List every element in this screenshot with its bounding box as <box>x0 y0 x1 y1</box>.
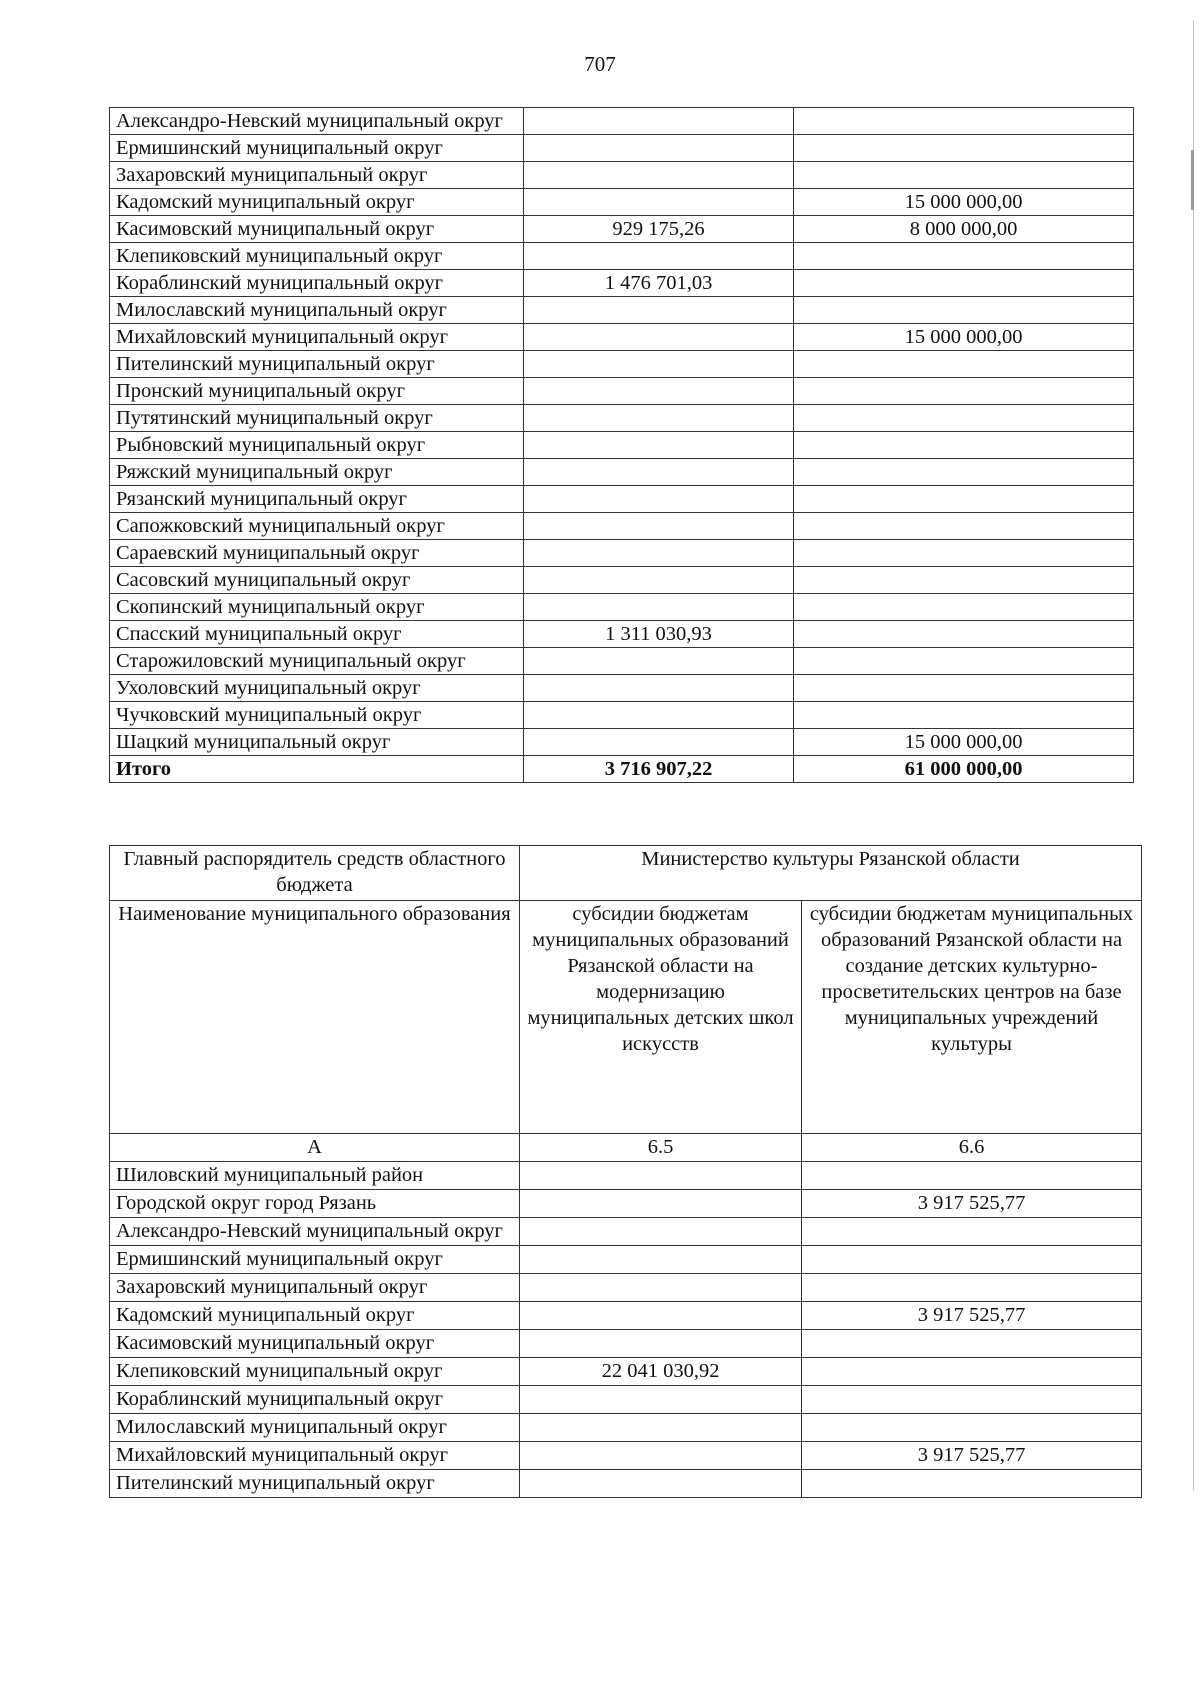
municipality-name: Рязанский муниципальный округ <box>110 486 524 513</box>
value-col-1 <box>524 243 794 270</box>
table-row <box>110 270 1134 297</box>
municipality-name: Спасский муниципальный округ <box>110 621 524 648</box>
value-col-1 <box>524 405 794 432</box>
municipality-name: Ряжский муниципальный округ <box>110 459 524 486</box>
table-row <box>110 1162 1142 1190</box>
ministry-header: Министерство культуры Рязанской области <box>520 846 1142 901</box>
value-col-2: 8 000 000,00 <box>794 216 1134 243</box>
value-col-1 <box>524 297 794 324</box>
table-row <box>110 1330 1142 1358</box>
municipality-name: Путятинский муниципальный округ <box>110 405 524 432</box>
value-col-1 <box>520 1330 802 1358</box>
value-col-1: 1 476 701,03 <box>524 270 794 297</box>
municipality-name: Кадомский муниципальный округ <box>110 189 524 216</box>
value-col-2 <box>794 675 1134 702</box>
value-col-1 <box>524 540 794 567</box>
table-row <box>110 135 1134 162</box>
table-row <box>110 702 1134 729</box>
code-a: А <box>110 1134 520 1162</box>
municipality-name: Шацкий муниципальный округ <box>110 729 524 756</box>
municipality-name: Михайловский муниципальный округ <box>110 324 524 351</box>
value-col-1: 929 175,26 <box>524 216 794 243</box>
municipality-name: Ермишинский муниципальный округ <box>110 135 524 162</box>
value-col-1 <box>520 1414 802 1442</box>
value-col-1 <box>520 1442 802 1470</box>
value-col-2 <box>794 162 1134 189</box>
total-col-1: 3 716 907,22 <box>524 756 794 783</box>
municipality-name: Кадомский муниципальный округ <box>110 1302 520 1330</box>
value-col-2 <box>802 1386 1142 1414</box>
value-col-2 <box>802 1358 1142 1386</box>
value-col-2 <box>802 1218 1142 1246</box>
scan-edge-mark <box>1191 150 1194 210</box>
column-header-6-6: субсидии бюджетам муниципальных образований Рязанской области на создание детских культурно-просветительских центров на базе муниципальных учреждений культуры <box>802 901 1142 1134</box>
value-col-2 <box>794 459 1134 486</box>
table-row <box>110 243 1134 270</box>
value-col-1 <box>520 1218 802 1246</box>
table-row <box>110 513 1134 540</box>
municipality-name: Кораблинский муниципальный округ <box>110 1386 520 1414</box>
total-row <box>110 756 1134 783</box>
table-row <box>110 1442 1142 1470</box>
municipality-name: Касимовский муниципальный округ <box>110 1330 520 1358</box>
municipality-name: Кораблинский муниципальный округ <box>110 270 524 297</box>
value-col-2 <box>794 648 1134 675</box>
table-row <box>110 432 1134 459</box>
value-col-1 <box>520 1162 802 1190</box>
municipality-name: Ермишинский муниципальный округ <box>110 1246 520 1274</box>
municipality-name: Пителинский муниципальный округ <box>110 351 524 378</box>
municipality-name: Александро-Невский муниципальный округ <box>110 108 524 135</box>
value-col-1 <box>524 162 794 189</box>
value-col-1 <box>524 459 794 486</box>
header-row-ministry <box>110 846 1142 901</box>
table-row <box>110 378 1134 405</box>
table-row <box>110 162 1134 189</box>
value-col-2 <box>802 1246 1142 1274</box>
value-col-1 <box>520 1386 802 1414</box>
municipality-name: Скопинский муниципальный округ <box>110 594 524 621</box>
table-row <box>110 594 1134 621</box>
table-row <box>110 1190 1142 1218</box>
page-number: 707 <box>584 52 616 76</box>
municipality-name: Пронский муниципальный округ <box>110 378 524 405</box>
value-col-1 <box>524 729 794 756</box>
value-col-2 <box>794 594 1134 621</box>
value-col-1 <box>524 351 794 378</box>
municipality-name: Шиловский муниципальный район <box>110 1162 520 1190</box>
value-col-1 <box>520 1302 802 1330</box>
municipality-name: Сараевский муниципальный округ <box>110 540 524 567</box>
table-row <box>110 297 1134 324</box>
value-col-2 <box>794 567 1134 594</box>
value-col-2 <box>802 1470 1142 1498</box>
value-col-2: 15 000 000,00 <box>794 189 1134 216</box>
value-col-1 <box>524 432 794 459</box>
table-row <box>110 459 1134 486</box>
table-row <box>110 729 1134 756</box>
table-row <box>110 648 1134 675</box>
value-col-1 <box>524 135 794 162</box>
municipality-name: Сасовский муниципальный округ <box>110 567 524 594</box>
value-col-1 <box>520 1246 802 1274</box>
table-row <box>110 1414 1142 1442</box>
table-row <box>110 675 1134 702</box>
code-row <box>110 1134 1142 1162</box>
value-col-2 <box>794 378 1134 405</box>
municipality-name: Захаровский муниципальный округ <box>110 1274 520 1302</box>
value-col-2: 3 917 525,77 <box>802 1442 1142 1470</box>
table-row <box>110 108 1134 135</box>
value-col-2 <box>794 621 1134 648</box>
table-row <box>110 351 1134 378</box>
value-col-1 <box>524 513 794 540</box>
municipality-name: Старожиловский муниципальный округ <box>110 648 524 675</box>
column-header-6-5: субсидии бюджетам муниципальных образований Рязанской области на модернизацию муниципальных детских школ искусств <box>520 901 802 1134</box>
main-administrator-header: Главный распорядитель средств областного бюджета <box>110 846 520 901</box>
value-col-2 <box>794 351 1134 378</box>
municipality-name: Клепиковский муниципальный округ <box>110 1358 520 1386</box>
value-col-2: 15 000 000,00 <box>794 729 1134 756</box>
table-row <box>110 1274 1142 1302</box>
table-row <box>110 567 1134 594</box>
value-col-2 <box>802 1274 1142 1302</box>
municipality-name: Касимовский муниципальный округ <box>110 216 524 243</box>
table-row <box>110 216 1134 243</box>
code-6-5: 6.5 <box>520 1134 802 1162</box>
table-row <box>110 324 1134 351</box>
municipality-name: Сапожковский муниципальный округ <box>110 513 524 540</box>
table-row <box>110 1386 1142 1414</box>
total-label: Итого <box>110 756 524 783</box>
value-col-1 <box>524 324 794 351</box>
value-col-2 <box>794 432 1134 459</box>
header-row-columns <box>110 901 1142 1134</box>
municipality-name: Чучковский муниципальный округ <box>110 702 524 729</box>
table-row <box>110 1358 1142 1386</box>
value-col-1: 1 311 030,93 <box>524 621 794 648</box>
value-col-2 <box>802 1414 1142 1442</box>
value-col-1 <box>520 1274 802 1302</box>
value-col-1 <box>520 1190 802 1218</box>
municipality-name: Михайловский муниципальный округ <box>110 1442 520 1470</box>
total-col-2: 61 000 000,00 <box>794 756 1134 783</box>
code-6-6: 6.6 <box>802 1134 1142 1162</box>
value-col-2: 3 917 525,77 <box>802 1190 1142 1218</box>
value-col-1 <box>524 648 794 675</box>
subsidy-table-continued <box>109 107 1134 783</box>
value-col-1 <box>524 675 794 702</box>
table-row <box>110 1246 1142 1274</box>
value-col-2 <box>794 486 1134 513</box>
municipality-name: Александро-Невский муниципальный округ <box>110 1218 520 1246</box>
value-col-2 <box>794 297 1134 324</box>
table-row <box>110 1302 1142 1330</box>
value-col-2: 15 000 000,00 <box>794 324 1134 351</box>
value-col-1 <box>524 378 794 405</box>
culture-ministry-subsidy-table <box>109 845 1142 1498</box>
value-col-2 <box>802 1330 1142 1358</box>
municipality-name: Клепиковский муниципальный округ <box>110 243 524 270</box>
municipality-name: Пителинский муниципальный округ <box>110 1470 520 1498</box>
value-col-2: 3 917 525,77 <box>802 1302 1142 1330</box>
table-row <box>110 621 1134 648</box>
value-col-2 <box>794 540 1134 567</box>
municipality-name: Городской округ город Рязань <box>110 1190 520 1218</box>
value-col-2 <box>794 135 1134 162</box>
municipality-name: Ухоловский муниципальный округ <box>110 675 524 702</box>
value-col-1 <box>524 702 794 729</box>
municipality-name: Милославский муниципальный округ <box>110 297 524 324</box>
value-col-2 <box>794 270 1134 297</box>
value-col-1: 22 041 030,92 <box>520 1358 802 1386</box>
table-row <box>110 1218 1142 1246</box>
municipality-name: Захаровский муниципальный округ <box>110 162 524 189</box>
municipality-name: Милославский муниципальный округ <box>110 1414 520 1442</box>
value-col-1 <box>524 189 794 216</box>
column-header-name: Наименование муниципального образования <box>110 901 520 1134</box>
value-col-2 <box>794 243 1134 270</box>
value-col-2 <box>794 405 1134 432</box>
value-col-1 <box>524 594 794 621</box>
value-col-2 <box>794 702 1134 729</box>
value-col-1 <box>524 567 794 594</box>
table-row <box>110 486 1134 513</box>
table-row <box>110 189 1134 216</box>
value-col-1 <box>524 486 794 513</box>
value-col-1 <box>524 108 794 135</box>
value-col-1 <box>520 1470 802 1498</box>
municipality-name: Рыбновский муниципальный округ <box>110 432 524 459</box>
value-col-2 <box>794 108 1134 135</box>
scan-edge-line <box>1193 20 1194 1490</box>
table-row <box>110 1470 1142 1498</box>
value-col-2 <box>794 513 1134 540</box>
table-row <box>110 540 1134 567</box>
value-col-2 <box>802 1162 1142 1190</box>
table-row <box>110 405 1134 432</box>
